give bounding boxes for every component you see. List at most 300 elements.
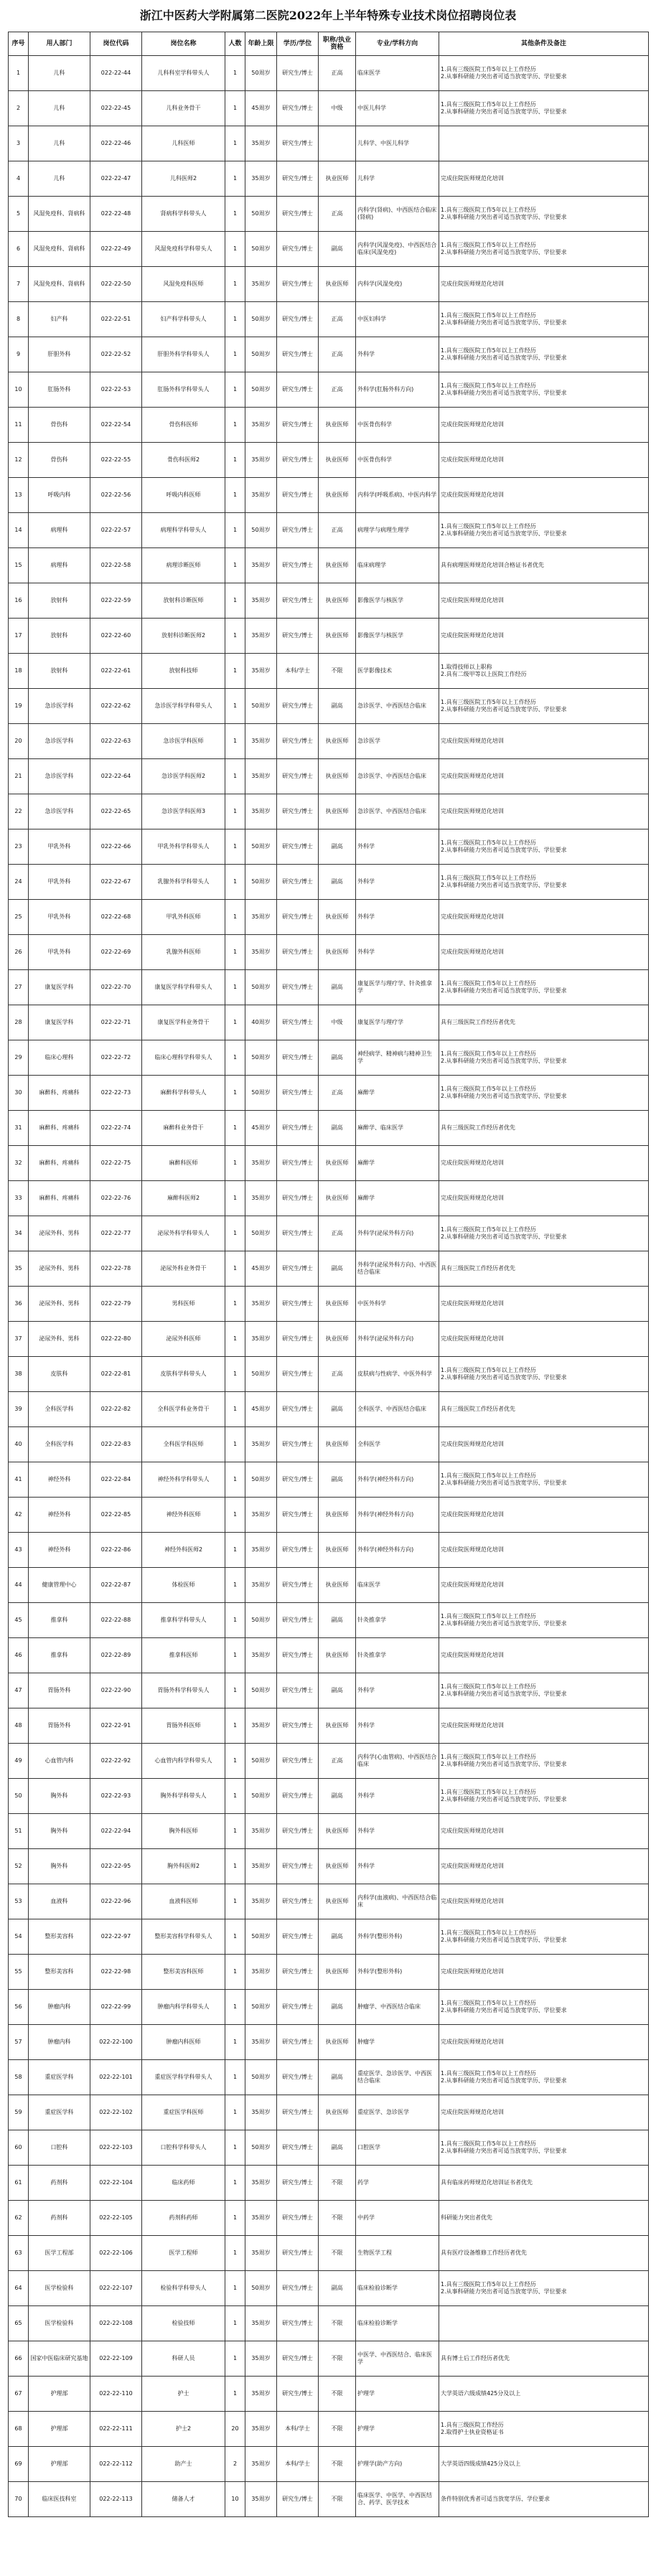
- cell-note: 完成住院医师规范化培训: [439, 900, 649, 935]
- cell-num: 1: [225, 232, 245, 267]
- cell-note: 1.具有三级医院工作5年以上工作经历 2.从事科研能力突出者可适当放宽学历、学位要求: [439, 1673, 649, 1708]
- table-row: [9, 794, 649, 829]
- cell-age: 50周岁: [245, 1744, 277, 1779]
- cell-title: 正高: [319, 197, 356, 232]
- cell-age: 35周岁: [245, 1568, 277, 1603]
- cell-edu: 研究生/博士: [277, 1673, 319, 1708]
- cell-num: 1: [225, 724, 245, 759]
- cell-code: 022-22-78: [90, 1251, 142, 1287]
- cell-edu: 研究生/博士: [277, 1076, 319, 1111]
- cell-code: 022-22-92: [90, 1744, 142, 1779]
- cell-note: 1.具有三级医院工作5年以上工作经历 2.从事科研能力突出者可适当放宽学历、学位要求: [439, 1779, 649, 1814]
- cell-post: 麻醉科业务骨干: [142, 1111, 225, 1146]
- cell-edu: 研究生/博士: [277, 161, 319, 197]
- cell-major: 肿瘤学、中西医结合临床: [356, 1990, 439, 2025]
- cell-no: 12: [9, 443, 29, 478]
- cell-title: 副高: [319, 865, 356, 900]
- cell-post: 护士2: [142, 2412, 225, 2447]
- table-row: [9, 2341, 649, 2377]
- cell-no: 31: [9, 1111, 29, 1146]
- cell-code: 022-22-82: [90, 1392, 142, 1427]
- table-row: [9, 2201, 649, 2236]
- cell-major: 外科学: [356, 337, 439, 372]
- cell-title: 执业医师: [319, 619, 356, 654]
- cell-major: 急诊医学、中西医结合临床: [356, 794, 439, 829]
- cell-note: 完成住院医师规范化培训: [439, 1287, 649, 1322]
- cell-no: 68: [9, 2412, 29, 2447]
- table-row: [9, 302, 649, 337]
- cell-note: 科研能力突出者优先: [439, 2201, 649, 2236]
- cell-num: 1: [225, 1322, 245, 1357]
- cell-num: 1: [225, 1955, 245, 1990]
- cell-age: 35周岁: [245, 2306, 277, 2341]
- cell-dept: 全科医学科: [29, 1427, 90, 1462]
- cell-dept: 放射科: [29, 654, 90, 689]
- cell-post: 乳腺外科学科带头人: [142, 865, 225, 900]
- cell-major: 外科学: [356, 1708, 439, 1744]
- cell-code: 022-22-71: [90, 1005, 142, 1040]
- cell-note: 1.具有三级医院工作5年以上工作经历 2.从事科研能力突出者可适当放宽学历、学位要求: [439, 1990, 649, 2025]
- cell-num: 1: [225, 372, 245, 408]
- cell-edu: 研究生/博士: [277, 2271, 319, 2306]
- cell-post: 肿瘤内科学科带头人: [142, 1990, 225, 2025]
- cell-title: 不限: [319, 2201, 356, 2236]
- cell-no: 6: [9, 232, 29, 267]
- table-row: [9, 619, 649, 654]
- cell-no: 58: [9, 2060, 29, 2095]
- cell-major: 内科学(风湿免疫): [356, 267, 439, 302]
- cell-major: 中医外科学: [356, 1287, 439, 1322]
- cell-age: 35周岁: [245, 1814, 277, 1849]
- cell-title: 副高: [319, 1392, 356, 1427]
- cell-title: 不限: [319, 654, 356, 689]
- cell-post: 风湿免疫科学科带头人: [142, 232, 225, 267]
- cell-no: 3: [9, 126, 29, 161]
- cell-age: 35周岁: [245, 2095, 277, 2130]
- cell-note: 完成住院医师规范化培训: [439, 1708, 649, 1744]
- cell-num: 1: [225, 689, 245, 724]
- cell-note: 1.具有三级医院工作5年以上工作经历 2.从事科研能力突出者可适当放宽学历、学位要求: [439, 337, 649, 372]
- cell-title: 正高: [319, 337, 356, 372]
- cell-edu: 研究生/博士: [277, 1251, 319, 1287]
- cell-code: 022-22-97: [90, 1919, 142, 1955]
- cell-major: 外科学(肛肠外科方向): [356, 372, 439, 408]
- table-row: [9, 2306, 649, 2341]
- cell-dept: 医学工程部: [29, 2236, 90, 2271]
- cell-post: 科研人员: [142, 2341, 225, 2377]
- table-row: [9, 1533, 649, 1568]
- cell-edu: 研究生/博士: [277, 91, 319, 126]
- table-row: [9, 1814, 649, 1849]
- cell-code: 022-22-93: [90, 1779, 142, 1814]
- cell-no: 40: [9, 1427, 29, 1462]
- cell-note: 具有病理医师规范化培训合格证书者优先: [439, 548, 649, 583]
- cell-age: 35周岁: [245, 2341, 277, 2377]
- cell-note: 1.具有三级医院工作5年以上工作经历 2.从事科研能力突出者可适当放宽学历、学位要求: [439, 197, 649, 232]
- cell-num: 1: [225, 1990, 245, 2025]
- cell-title: 副高: [319, 2271, 356, 2306]
- cell-post: 骨伤科医师2: [142, 443, 225, 478]
- cell-no: 50: [9, 1779, 29, 1814]
- cell-code: 022-22-103: [90, 2130, 142, 2166]
- cell-edu: 研究生/博士: [277, 1040, 319, 1076]
- cell-title: 执业医师: [319, 1427, 356, 1462]
- table-row: [9, 1005, 649, 1040]
- cell-no: 46: [9, 1638, 29, 1673]
- table-row: [9, 161, 649, 197]
- cell-code: 022-22-73: [90, 1076, 142, 1111]
- cell-major: 全科医学、中西医结合临床: [356, 1392, 439, 1427]
- cell-major: 内科学(心血管病)、中西医结合临床: [356, 1744, 439, 1779]
- cell-no: 42: [9, 1498, 29, 1533]
- cell-no: 35: [9, 1251, 29, 1287]
- cell-major: 儿科学: [356, 161, 439, 197]
- table-row: [9, 970, 649, 1005]
- table-row: [9, 1568, 649, 1603]
- cell-major: 外科学: [356, 900, 439, 935]
- cell-post: 药剂科药师: [142, 2201, 225, 2236]
- cell-code: 022-22-105: [90, 2201, 142, 2236]
- cell-dept: 妇产科: [29, 302, 90, 337]
- cell-edu: 研究生/博士: [277, 337, 319, 372]
- cell-major: 神经病学、精神病与精神卫生学: [356, 1040, 439, 1076]
- cell-major: 内科学(肾病)、中西医结合临床(肾病): [356, 197, 439, 232]
- cell-note: 完成住院医师规范化培训: [439, 794, 649, 829]
- cell-major: 中医学、中西医结合、临床医学: [356, 2341, 439, 2377]
- cell-note: 1.具有三级医院工作5年以上工作经历 2.从事科研能力突出者可适当放宽学历、学位要求: [439, 1216, 649, 1251]
- cell-edu: 研究生/博士: [277, 1779, 319, 1814]
- cell-edu: 研究生/博士: [277, 1146, 319, 1181]
- table-row: [9, 1673, 649, 1708]
- cell-post: 泌尿外科业务骨干: [142, 1251, 225, 1287]
- cell-age: 35周岁: [245, 1708, 277, 1744]
- cell-note: 完成住院医师规范化培训: [439, 1146, 649, 1181]
- cell-age: 35周岁: [245, 1638, 277, 1673]
- cell-note: 具有医疗设备维修工作经历者优先: [439, 2236, 649, 2271]
- cell-major: 临床病理学: [356, 548, 439, 583]
- cell-age: 35周岁: [245, 443, 277, 478]
- cell-post: 儿科医师2: [142, 161, 225, 197]
- cell-code: 022-22-54: [90, 408, 142, 443]
- cell-num: 1: [225, 1462, 245, 1498]
- cell-title: 副高: [319, 1462, 356, 1498]
- cell-no: 65: [9, 2306, 29, 2341]
- cell-title: 正高: [319, 513, 356, 548]
- cell-edu: 研究生/博士: [277, 443, 319, 478]
- cell-title: 不限: [319, 2377, 356, 2412]
- cell-post: 甲乳外科医师: [142, 900, 225, 935]
- cell-title: [319, 126, 356, 161]
- cell-edu: 研究生/博士: [277, 2060, 319, 2095]
- cell-edu: 研究生/博士: [277, 1708, 319, 1744]
- cell-num: 1: [225, 1357, 245, 1392]
- cell-num: 1: [225, 1111, 245, 1146]
- table-row: [9, 1603, 649, 1638]
- cell-post: 胃肠外科医师: [142, 1708, 225, 1744]
- cell-age: 35周岁: [245, 2482, 277, 2517]
- cell-edu: 研究生/博士: [277, 1427, 319, 1462]
- cell-num: 1: [225, 2271, 245, 2306]
- cell-dept: 全科医学科: [29, 1392, 90, 1427]
- cell-age: 50周岁: [245, 2130, 277, 2166]
- cell-code: 022-22-72: [90, 1040, 142, 1076]
- cell-age: 50周岁: [245, 865, 277, 900]
- cell-major: 外科学: [356, 1779, 439, 1814]
- cell-age: 35周岁: [245, 408, 277, 443]
- cell-num: 1: [225, 91, 245, 126]
- cell-major: 医学影像技术: [356, 654, 439, 689]
- cell-num: 1: [225, 1603, 245, 1638]
- cell-num: 1: [225, 1849, 245, 1884]
- cell-edu: 研究生/博士: [277, 2095, 319, 2130]
- cell-code: 022-22-63: [90, 724, 142, 759]
- cell-note: 1.具有三级医院工作5年以上工作经历 2.从事科研能力突出者可适当放宽学历、学位要求: [439, 302, 649, 337]
- cell-post: 重症医学科医师: [142, 2095, 225, 2130]
- cell-dept: 心血管内科: [29, 1744, 90, 1779]
- cell-edu: 研究生/博士: [277, 1603, 319, 1638]
- cell-major: 皮肤病与性病学、中医外科学: [356, 1357, 439, 1392]
- cell-no: 28: [9, 1005, 29, 1040]
- cell-title: 中级: [319, 1005, 356, 1040]
- cell-num: 1: [225, 478, 245, 513]
- cell-num: 1: [225, 1708, 245, 1744]
- cell-code: 022-22-104: [90, 2166, 142, 2201]
- cell-num: 2: [225, 2447, 245, 2482]
- cell-code: 022-22-109: [90, 2341, 142, 2377]
- cell-dept: 风湿免疫科、肾病科: [29, 267, 90, 302]
- cell-num: 1: [225, 2095, 245, 2130]
- cell-title: 正高: [319, 1216, 356, 1251]
- cell-edu: 研究生/博士: [277, 1392, 319, 1427]
- cell-note: 完成住院医师规范化培训: [439, 161, 649, 197]
- cell-title: 副高: [319, 1990, 356, 2025]
- cell-edu: 研究生/博士: [277, 865, 319, 900]
- cell-note: 具有三级医院工作经历者优先: [439, 1111, 649, 1146]
- cell-dept: 急诊医学科: [29, 794, 90, 829]
- cell-title: 执业医师: [319, 900, 356, 935]
- cell-major: 全科医学: [356, 1427, 439, 1462]
- cell-note: 1.具有三级医院工作5年以上工作经历 2.从事科研能力突出者可适当放宽学历、学位要求: [439, 232, 649, 267]
- cell-dept: 医学检验科: [29, 2306, 90, 2341]
- cell-no: 37: [9, 1322, 29, 1357]
- cell-no: 47: [9, 1673, 29, 1708]
- cell-note: 1.具有三级医院工作5年以上工作经历 2.从事科研能力突出者可适当放宽学历、学位要求: [439, 91, 649, 126]
- cell-post: 神经外科医师: [142, 1498, 225, 1533]
- cell-post: 儿科科室学科带头人: [142, 56, 225, 91]
- cell-age: 35周岁: [245, 935, 277, 970]
- cell-num: 1: [225, 583, 245, 619]
- cell-code: 022-22-81: [90, 1357, 142, 1392]
- cell-edu: 研究生/博士: [277, 1814, 319, 1849]
- cell-age: 35周岁: [245, 2201, 277, 2236]
- cell-title: 副高: [319, 1040, 356, 1076]
- cell-edu: 研究生/博士: [277, 1533, 319, 1568]
- cell-num: 1: [225, 2130, 245, 2166]
- table-row: [9, 1498, 649, 1533]
- table-row: [9, 1076, 649, 1111]
- cell-no: 1: [9, 56, 29, 91]
- cell-edu: 本科/学士: [277, 654, 319, 689]
- cell-major: 康复医学与理疗学、针灸推拿学: [356, 970, 439, 1005]
- cell-major: 麻醉学、临床医学: [356, 1111, 439, 1146]
- cell-post: 心血管内科学科带头人: [142, 1744, 225, 1779]
- cell-post: 护士: [142, 2377, 225, 2412]
- cell-dept: 麻醉科、疼痛科: [29, 1111, 90, 1146]
- table-row: [9, 548, 649, 583]
- cell-note: 完成住院医师规范化培训: [439, 478, 649, 513]
- cell-edu: 研究生/博士: [277, 689, 319, 724]
- header-col-note: 其他条件及备注: [439, 32, 649, 56]
- cell-note: 完成住院医师规范化培训: [439, 2095, 649, 2130]
- cell-post: 储备人才: [142, 2482, 225, 2517]
- cell-code: 022-22-56: [90, 478, 142, 513]
- cell-major: 外科学: [356, 1814, 439, 1849]
- cell-age: 40周岁: [245, 1005, 277, 1040]
- cell-no: 43: [9, 1533, 29, 1568]
- cell-no: 7: [9, 267, 29, 302]
- cell-num: 1: [225, 1076, 245, 1111]
- cell-age: 35周岁: [245, 1498, 277, 1533]
- cell-no: 21: [9, 759, 29, 794]
- cell-dept: 儿科: [29, 161, 90, 197]
- cell-edu: 研究生/博士: [277, 1849, 319, 1884]
- cell-note: 1.具有三级医院工作5年以上工作经历 2.从事科研能力突出者可适当放宽学历、学位要求: [439, 1076, 649, 1111]
- cell-note: 具有博士后工作经历者优先: [439, 2341, 649, 2377]
- cell-dept: 药剂科: [29, 2166, 90, 2201]
- cell-code: 022-22-85: [90, 1498, 142, 1533]
- cell-note: 1.具有三级医院工作5年以上工作经历 2.从事科研能力突出者可适当放宽学历、学位要求: [439, 2060, 649, 2095]
- cell-major: 影像医学与核医学: [356, 583, 439, 619]
- cell-note: 1.具有三级医院工作5年以上工作经历 2.从事科研能力突出者可适当放宽学历、学位要求: [439, 1462, 649, 1498]
- cell-edu: 研究生/博士: [277, 2130, 319, 2166]
- cell-edu: 研究生/博士: [277, 232, 319, 267]
- table-row: [9, 1884, 649, 1919]
- cell-dept: 临床医技科室: [29, 2482, 90, 2517]
- cell-note: 完成住院医师规范化培训: [439, 1638, 649, 1673]
- cell-no: 56: [9, 1990, 29, 2025]
- cell-title: 执业医师: [319, 1849, 356, 1884]
- cell-no: 63: [9, 2236, 29, 2271]
- cell-dept: 泌尿外科、男科: [29, 1251, 90, 1287]
- cell-code: 022-22-74: [90, 1111, 142, 1146]
- table-row: [9, 1216, 649, 1251]
- cell-edu: 研究生/博士: [277, 2166, 319, 2201]
- cell-age: 35周岁: [245, 1146, 277, 1181]
- cell-dept: 泌尿外科、男科: [29, 1216, 90, 1251]
- cell-no: 54: [9, 1919, 29, 1955]
- cell-note: 1.具有三级医院工作5年以上工作经历 2.从事科研能力突出者可适当放宽学历、学位要求: [439, 865, 649, 900]
- cell-edu: 研究生/博士: [277, 759, 319, 794]
- table-row: [9, 197, 649, 232]
- cell-dept: 麻醉科、疼痛科: [29, 1076, 90, 1111]
- cell-note: 完成住院医师规范化培训: [439, 1884, 649, 1919]
- cell-title: 正高: [319, 1744, 356, 1779]
- cell-edu: 研究生/博士: [277, 478, 319, 513]
- cell-major: 护理学(助产方向): [356, 2447, 439, 2482]
- cell-major: 麻醉学: [356, 1146, 439, 1181]
- cell-no: 13: [9, 478, 29, 513]
- cell-major: 中医妇科学: [356, 302, 439, 337]
- cell-num: 1: [225, 2341, 245, 2377]
- cell-dept: 健康管理中心: [29, 1568, 90, 1603]
- cell-dept: 风湿免疫科、肾病科: [29, 232, 90, 267]
- cell-age: 35周岁: [245, 2447, 277, 2482]
- cell-no: 48: [9, 1708, 29, 1744]
- cell-post: 临床药师: [142, 2166, 225, 2201]
- table-row: [9, 1779, 649, 1814]
- cell-major: 康复医学与理疗学: [356, 1005, 439, 1040]
- cell-num: 1: [225, 161, 245, 197]
- cell-title: 执业医师: [319, 161, 356, 197]
- cell-note: 完成住院医师规范化培训: [439, 1427, 649, 1462]
- cell-note: 1.具有三级医院工作5年以上工作经历 2.从事科研能力突出者可适当放宽学历、学位要求: [439, 1357, 649, 1392]
- cell-title: 正高: [319, 302, 356, 337]
- cell-note: 完成住院医师规范化培训: [439, 1181, 649, 1216]
- cell-major: 外科学: [356, 829, 439, 865]
- cell-age: 50周岁: [245, 337, 277, 372]
- cell-post: 骨伤科医师: [142, 408, 225, 443]
- cell-major: 中医骨伤科学: [356, 443, 439, 478]
- cell-dept: 皮肤科: [29, 1357, 90, 1392]
- cell-major: 急诊医学、中西医结合临床: [356, 689, 439, 724]
- cell-num: 1: [225, 1568, 245, 1603]
- cell-num: 1: [225, 865, 245, 900]
- cell-age: 35周岁: [245, 2166, 277, 2201]
- cell-major: 内科学(呼吸系病)、中医内科学: [356, 478, 439, 513]
- cell-age: 50周岁: [245, 970, 277, 1005]
- cell-major: 临床检验诊断学: [356, 2306, 439, 2341]
- cell-note: 1.具有三级医院工作5年以上工作经历 2.从事科研能力突出者可适当放宽学历、学位要求: [439, 829, 649, 865]
- cell-age: 35周岁: [245, 759, 277, 794]
- cell-note: 完成住院医师规范化培训: [439, 2025, 649, 2060]
- cell-num: 1: [225, 759, 245, 794]
- cell-age: 35周岁: [245, 1884, 277, 1919]
- cell-age: 35周岁: [245, 1533, 277, 1568]
- cell-dept: 急诊医学科: [29, 759, 90, 794]
- cell-dept: 药剂科: [29, 2201, 90, 2236]
- cell-title: 执业医师: [319, 1181, 356, 1216]
- cell-note: 完成住院医师规范化培训: [439, 724, 649, 759]
- cell-dept: 推拿科: [29, 1603, 90, 1638]
- cell-code: 022-22-76: [90, 1181, 142, 1216]
- cell-note: 大学英语六级成绩425分及以上: [439, 2377, 649, 2412]
- cell-edu: 研究生/博士: [277, 1990, 319, 2025]
- cell-dept: 整形美容科: [29, 1919, 90, 1955]
- cell-note: 1.具有三级医院工作5年以上工作经历 2.从事科研能力突出者可适当放宽学历、学位要求: [439, 2271, 649, 2306]
- cell-no: 4: [9, 161, 29, 197]
- table-body: [9, 56, 649, 2517]
- cell-dept: 神经外科: [29, 1462, 90, 1498]
- cell-edu: 研究生/博士: [277, 619, 319, 654]
- cell-post: 胸外科医师2: [142, 1849, 225, 1884]
- cell-age: 50周岁: [245, 689, 277, 724]
- header-col-no: 序号: [9, 32, 29, 56]
- header-col-code: 岗位代码: [90, 32, 142, 56]
- cell-note: 具有临床药师规范化培训证书者优先: [439, 2166, 649, 2201]
- cell-note: 1.具有三级医院工作5年以上工作经历 2.从事科研能力突出者可适当放宽学历、学位要求: [439, 1919, 649, 1955]
- cell-major: 口腔医学: [356, 2130, 439, 2166]
- cell-note: 完成住院医师规范化培训: [439, 408, 649, 443]
- cell-num: 1: [225, 1533, 245, 1568]
- cell-no: 44: [9, 1568, 29, 1603]
- cell-code: 022-22-59: [90, 583, 142, 619]
- cell-post: 肝胆外科学科带头人: [142, 337, 225, 372]
- table-row: [9, 2166, 649, 2201]
- cell-post: 放射科诊断医师: [142, 583, 225, 619]
- cell-post: 妇产科学科带头人: [142, 302, 225, 337]
- cell-no: 16: [9, 583, 29, 619]
- table-row: [9, 2271, 649, 2306]
